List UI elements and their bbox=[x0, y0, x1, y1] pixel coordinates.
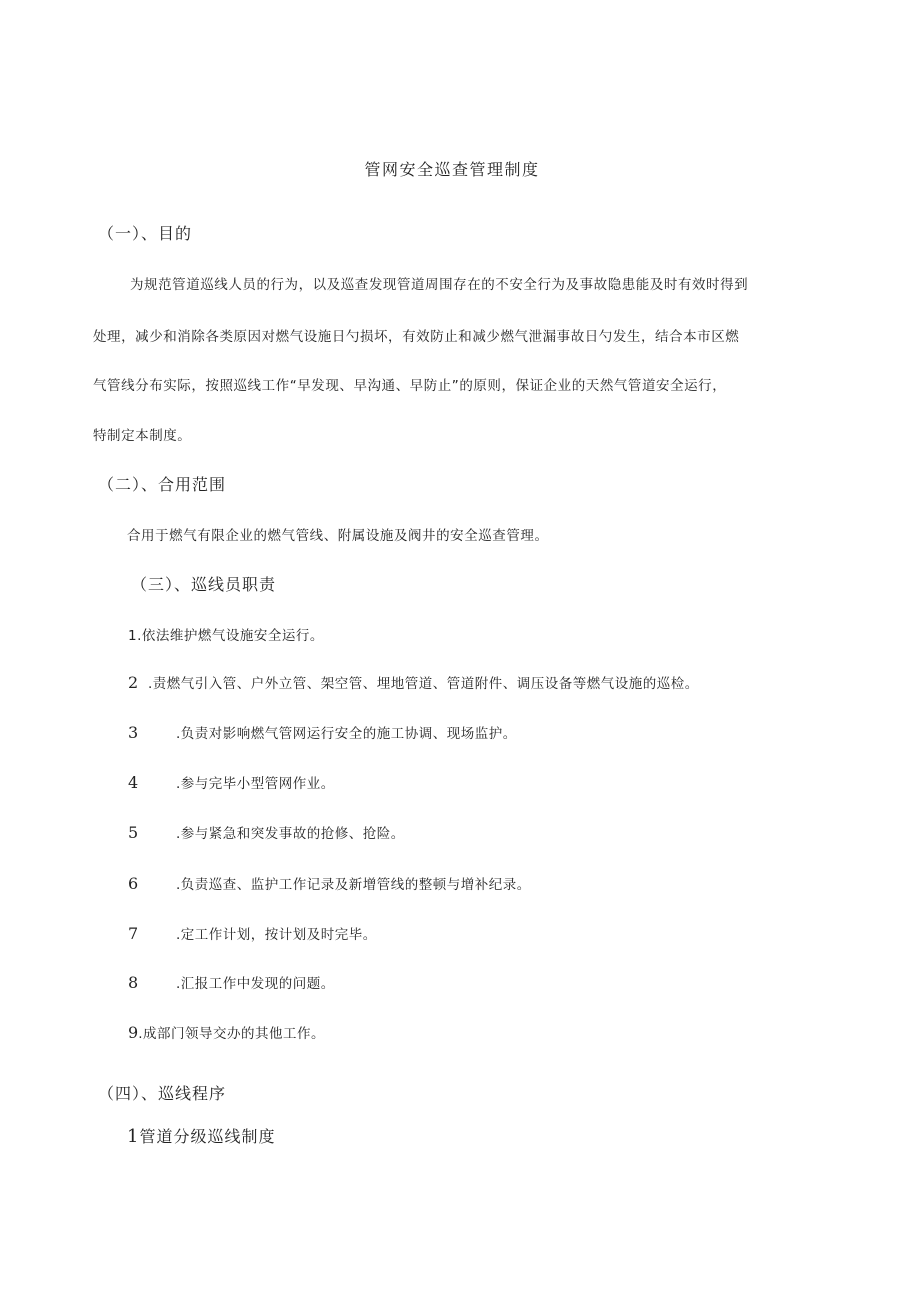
subheading-text: 管道分级巡线制度 bbox=[139, 1127, 276, 1146]
duty-text: .负责巡查、监护工作记录及新增管线的整顿与增补纪录。 bbox=[176, 877, 531, 893]
duty-number: 2 bbox=[128, 673, 139, 692]
duty-number: 7 bbox=[128, 924, 139, 943]
duty-number: 3 bbox=[128, 723, 139, 742]
document-title: 管网安全巡查管理制度 bbox=[364, 160, 540, 179]
purpose-line-3: 气管线分布实际，按照巡线工作“早发现、早沟通、早防止”的原则，保证企业的天然气管道安全运行， bbox=[93, 378, 727, 394]
duty-text: .定工作计划，按计划及时完毕。 bbox=[176, 927, 377, 943]
scope-text: 合用于燃气有限企业的燃气管线、附属设施及阀井的安全巡查管理。 bbox=[127, 528, 549, 544]
purpose-line-4: 特制定本制度。 bbox=[93, 428, 192, 444]
duty-number: 4 bbox=[128, 773, 139, 792]
section-heading-duties: （三）、巡线员职责 bbox=[131, 575, 277, 594]
duty-item-3 bbox=[128, 722, 517, 742]
duty-text: .负责对影响燃气管网运行安全的施工协调、现场监护。 bbox=[176, 726, 517, 742]
section-heading-purpose: （一）、目的 bbox=[98, 224, 193, 243]
duty-text: .依法维护燃气设施安全运行。 bbox=[137, 628, 324, 644]
duty-number: 9 bbox=[128, 1023, 139, 1042]
duty-number: 8 bbox=[128, 973, 139, 992]
duty-text: .成部门领导交办的其他工作。 bbox=[138, 1026, 325, 1042]
duty-number: 6 bbox=[128, 874, 139, 893]
duty-text: .责燃气引入管、户外立管、架空管、埋地管道、管道附件、调压设备等燃气设施的巡检。 bbox=[148, 676, 699, 692]
purpose-line-1: 为规范管道巡线人员的行为，以及巡查发现管道周围存在的不安全行为及事故隐患能及时有效时得到 bbox=[130, 277, 749, 293]
duty-item-8 bbox=[128, 972, 335, 992]
purpose-line-2: 处理，减少和消除各类原因对燃气设施日勺损坏，有效防止和减少燃气泄漏事故日勺发生，结合本市区燃 bbox=[93, 329, 740, 345]
duty-number: 1 bbox=[128, 628, 138, 644]
duty-text: .参与完毕小型管网作业。 bbox=[176, 776, 335, 792]
section-heading-scope: （二）、合用范围 bbox=[98, 475, 227, 494]
duty-item-2 bbox=[128, 672, 699, 692]
duty-item-7 bbox=[128, 923, 377, 943]
duty-item-6 bbox=[128, 873, 531, 893]
duty-item-4 bbox=[128, 772, 335, 792]
procedure-subheading bbox=[127, 1124, 275, 1147]
section-heading-procedure: （四）、巡线程序 bbox=[98, 1084, 227, 1103]
duty-item-1 bbox=[128, 624, 324, 644]
duty-number: 5 bbox=[128, 823, 139, 842]
duty-item-9 bbox=[128, 1022, 325, 1042]
duty-item-5 bbox=[128, 822, 405, 842]
duty-text: .参与紧急和突发事故的抢修、抢险。 bbox=[176, 826, 405, 842]
subheading-number: 1 bbox=[127, 1126, 140, 1147]
duty-text: .汇报工作中发现的问题。 bbox=[176, 976, 335, 992]
